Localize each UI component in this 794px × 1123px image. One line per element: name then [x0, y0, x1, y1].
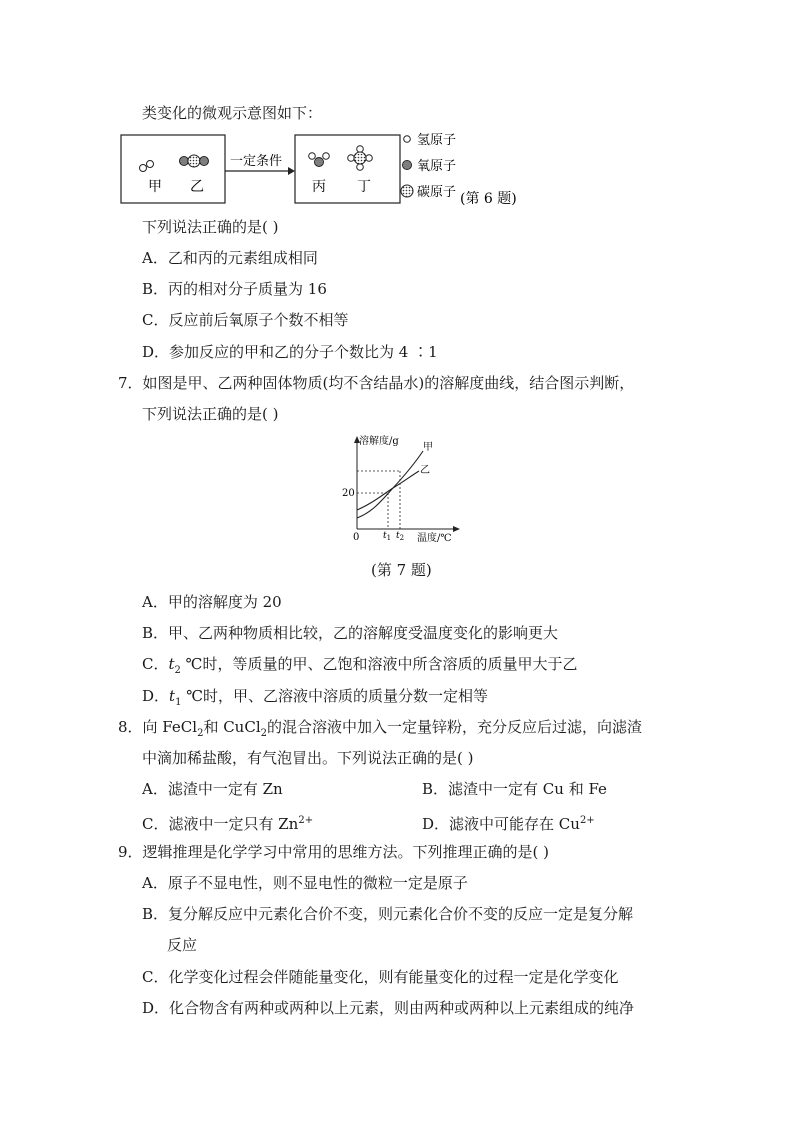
- x-axis-arrow-icon: [453, 526, 460, 532]
- q6-option-a: A．乙和丙的元素组成相同: [142, 249, 318, 267]
- q6-stem: 下列说法正确的是( ): [142, 218, 279, 236]
- q8-option-b: B．滤渣中一定有 Cu 和 Fe: [422, 780, 607, 798]
- q6-caption: (第 6 题): [460, 191, 517, 207]
- reactant2-label: 乙: [190, 179, 204, 195]
- q9-option-b-line2: 反应: [167, 936, 198, 954]
- hydrogen-atom: [147, 161, 154, 168]
- x-axis-label: 温度/℃: [417, 533, 452, 544]
- q9-stem: 9．逻辑推理是化学学习中常用的思维方法。下列推理正确的是( ): [118, 843, 550, 861]
- curve-yi-label: 乙: [420, 465, 430, 476]
- q8-stem-line1: 8．向 FeCl$_2$和 CuCl$_2$的混合溶液中加入一定量锌粉，充分反应后过滤，向滤渣: [118, 718, 643, 739]
- hydrogen-atom: [323, 153, 330, 160]
- q7-stem-line1: 7．如图是甲、乙两种固体物质(均不含结晶水)的溶解度曲线，结合图示判断，: [118, 374, 635, 392]
- carbon-atom: [188, 155, 200, 167]
- arrow-head-icon: [288, 167, 295, 175]
- legend-oxygen: 氧原子: [417, 159, 457, 174]
- oxygen-atom: [315, 158, 324, 167]
- q7-option-c: C．$t_2$ ℃时，等质量的甲、乙饱和溶液中所含溶质的质量甲大于乙: [142, 655, 578, 676]
- q9-option-c: C．化学变化过程会伴随能量变化，则有能量变化的过程一定是化学变化: [142, 968, 619, 986]
- q9-option-b-line1: B．复分解反应中元素化合价不变，则元素化合价不变的反应一定是复分解: [142, 905, 634, 923]
- q7-solubility-chart: [335, 433, 460, 548]
- q6-option-b: B．丙的相对分子质量为 16: [142, 280, 327, 298]
- q7-option-a: A．甲的溶解度为 20: [142, 593, 282, 611]
- condition-label: 一定条件: [230, 154, 283, 169]
- hydrogen-atom: [309, 153, 316, 160]
- reactant1-label: 甲: [148, 179, 162, 195]
- product-box: [295, 135, 400, 203]
- product1-label: 丙: [312, 179, 326, 195]
- q8-option-d: D．滤液中可能存在 $Cu^{2+}$: [422, 815, 595, 833]
- hydrogen-atom: [348, 155, 355, 162]
- q6-option-d: D．参加反应的甲和乙的分子个数比为 4 ∶1: [142, 343, 438, 361]
- t2-label: $t_2$: [396, 531, 405, 542]
- product2-label: 丁: [357, 179, 371, 195]
- curve-jia-label: 甲: [423, 442, 433, 453]
- hydrogen-atom: [357, 164, 364, 171]
- q9-option-d: D．化合物含有两种或两种以上元素，则由两种或两种以上元素组成的纯净: [142, 999, 635, 1017]
- q8-option-c: C．滤液中一定只有 $Zn^{2+}$: [142, 815, 314, 833]
- q7-caption: (第 7 题): [371, 561, 432, 579]
- hydrogen-atom: [366, 155, 373, 162]
- q7-option-b: B．甲、乙两种物质相比较，乙的溶解度受温度变化的影响更大: [142, 624, 559, 642]
- carbon-atom: [354, 152, 366, 164]
- q7-option-d: D．$t_1$ ℃时，甲、乙溶液中溶质的质量分数一定相等: [142, 687, 488, 708]
- y-tick-20: 20: [342, 488, 355, 499]
- legend-carbon: 碳原子: [417, 185, 457, 200]
- legend-hydrogen: 氢原子: [417, 133, 457, 148]
- q8-option-a: A．滤渣中一定有 Zn: [142, 780, 283, 798]
- solubility-curve-svg: [335, 433, 460, 548]
- q6-intro: 类变化的微观示意图如下：: [142, 104, 323, 122]
- reactant-box: [121, 135, 225, 203]
- t1-label: $t_1$: [383, 531, 392, 542]
- q6-option-c: C．反应前后氧原子个数不相等: [142, 311, 349, 329]
- reaction-diagram-svg: [120, 126, 540, 208]
- origin-label: 0: [353, 532, 360, 543]
- legend-carbon-icon: [401, 185, 413, 197]
- q8-stem-line2: 中滴加稀盐酸，有气泡冒出。下列说法正确的是( ): [142, 749, 474, 767]
- legend-oxygen-icon: [403, 161, 412, 170]
- y-axis-label: 溶解度/g: [359, 436, 399, 447]
- oxygen-atom: [180, 157, 189, 166]
- curve-yi: [357, 471, 419, 510]
- q9-option-a: A．原子不显电性，则不显电性的微粒一定是原子: [142, 874, 468, 892]
- legend-hydrogen-icon: [404, 136, 411, 143]
- hydrogen-atom: [140, 165, 147, 172]
- curve-jia: [357, 451, 423, 518]
- q6-micro-diagram: [120, 126, 540, 208]
- hydrogen-atom: [357, 146, 364, 153]
- oxygen-atom: [200, 157, 209, 166]
- q7-stem-line2: 下列说法正确的是( ): [142, 405, 279, 423]
